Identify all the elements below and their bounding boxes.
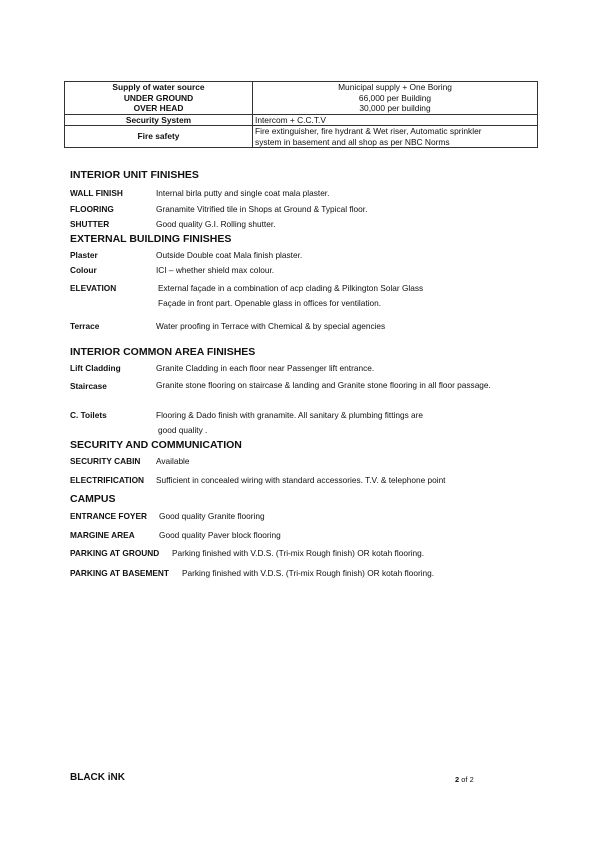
parking-basement-key: PARKING AT BASEMENT (70, 568, 169, 578)
flooring-value: Granamite Vitrified tile in Shops at Ground & Typical floor. (156, 204, 368, 214)
value-line: 30,000 per building (359, 103, 431, 113)
electrification-value: Sufficient in concealed wiring with standard accessories. T.V. & telephone point (156, 475, 446, 485)
water-source-value (253, 82, 538, 115)
shutter-key: SHUTTER (70, 219, 110, 229)
shutter-value: Good quality G.I. Rolling shutter. (156, 219, 276, 229)
table-row (65, 126, 538, 148)
label-line: Supply of water source (112, 82, 205, 92)
table-row (65, 82, 538, 115)
page-total: of 2 (459, 775, 474, 784)
margine-area-value: Good quality Paver block flooring (159, 530, 281, 540)
fire-safety-label: Fire safety (65, 126, 253, 148)
security-system-label: Security System (65, 114, 253, 126)
page-number (455, 775, 474, 784)
colour-value: ICI – whether shield max colour. (156, 265, 275, 275)
section-heading-common-area: INTERIOR COMMON AREA FINISHES (70, 346, 256, 358)
margine-area-key: MARGINE AREA (70, 530, 135, 540)
security-cabin-value: Available (156, 456, 190, 466)
security-system-value: Intercom + C.C.T.V (253, 114, 538, 126)
terrace-key: Terrace (70, 321, 100, 331)
electrification-key: ELECTRIFICATION (70, 475, 145, 485)
fire-safety-value (253, 126, 538, 148)
toilets-value-line1: Flooring & Dado finish with granamite. All sanitary & plumbing fittings are (156, 410, 424, 420)
parking-ground-key: PARKING AT GROUND (70, 548, 160, 558)
specifications-table (64, 81, 538, 148)
value-line: system in basement and all shop as per NBC Norms (255, 136, 450, 147)
terrace-value: Water proofing in Terrace with Chemical & by special agencies (156, 321, 386, 331)
parking-basement-value: Parking finished with V.D.S. (Tri-mix Rough finish) OR kotah flooring. (182, 568, 435, 578)
elevation-value-line1: External façade in a combination of acp clading & Pilkington Solar Glass (158, 283, 424, 293)
colour-key: Colour (70, 265, 97, 275)
section-heading-interior-unit: INTERIOR UNIT FINISHES (70, 169, 199, 181)
elevation-value-line2: Façade in front part. Openable glass in offices for ventilation. (158, 298, 382, 308)
security-cabin-key: SECURITY CABIN (70, 456, 141, 466)
elevation-key: ELEVATION (70, 283, 117, 293)
plaster-key: Plaster (70, 250, 98, 260)
flooring-key: FLOORING (70, 204, 114, 214)
staircase-value: Granite stone flooring on staircase & landing and Granite stone flooring in all floor passage. (156, 380, 491, 390)
lift-cladding-key: Lift Cladding (70, 363, 121, 373)
value-line: Fire extinguisher, fire hydrant & Wet riser, Automatic sprinkler (255, 126, 482, 136)
label-line: UNDER GROUND (123, 92, 194, 103)
plaster-value: Outside Double coat Mala finish plaster. (156, 250, 303, 260)
wall-finish-key: WALL FINISH (70, 188, 123, 198)
toilets-key: C. Toilets (70, 410, 107, 420)
table-row (65, 114, 538, 126)
section-heading-external: EXTERNAL BUILDING FINISHES (70, 233, 232, 245)
value-line: 66,000 per Building (358, 92, 432, 103)
label-line: OVER HEAD (133, 103, 184, 113)
brand-footer: BLACK iNK (70, 772, 125, 783)
wall-finish-value: Internal birla putty and single coat mala plaster. (156, 188, 330, 198)
page-current: 2 (455, 775, 460, 784)
staircase-key: Staircase (70, 381, 107, 391)
toilets-value-line2: good quality . (158, 425, 208, 435)
section-heading-campus: CAMPUS (70, 493, 116, 505)
section-heading-security: SECURITY AND COMMUNICATION (70, 439, 242, 451)
entrance-foyer-key: ENTRANCE FOYER (70, 511, 147, 521)
lift-cladding-value: Granite Cladding in each floor near Passenger lift entrance. (156, 363, 375, 373)
water-source-label (65, 82, 253, 115)
value-line: Municipal supply + One Boring (338, 82, 452, 92)
parking-ground-value: Parking finished with V.D.S. (Tri-mix Rough finish) OR kotah flooring. (172, 548, 425, 558)
entrance-foyer-value: Good quality Granite flooring (159, 511, 265, 521)
